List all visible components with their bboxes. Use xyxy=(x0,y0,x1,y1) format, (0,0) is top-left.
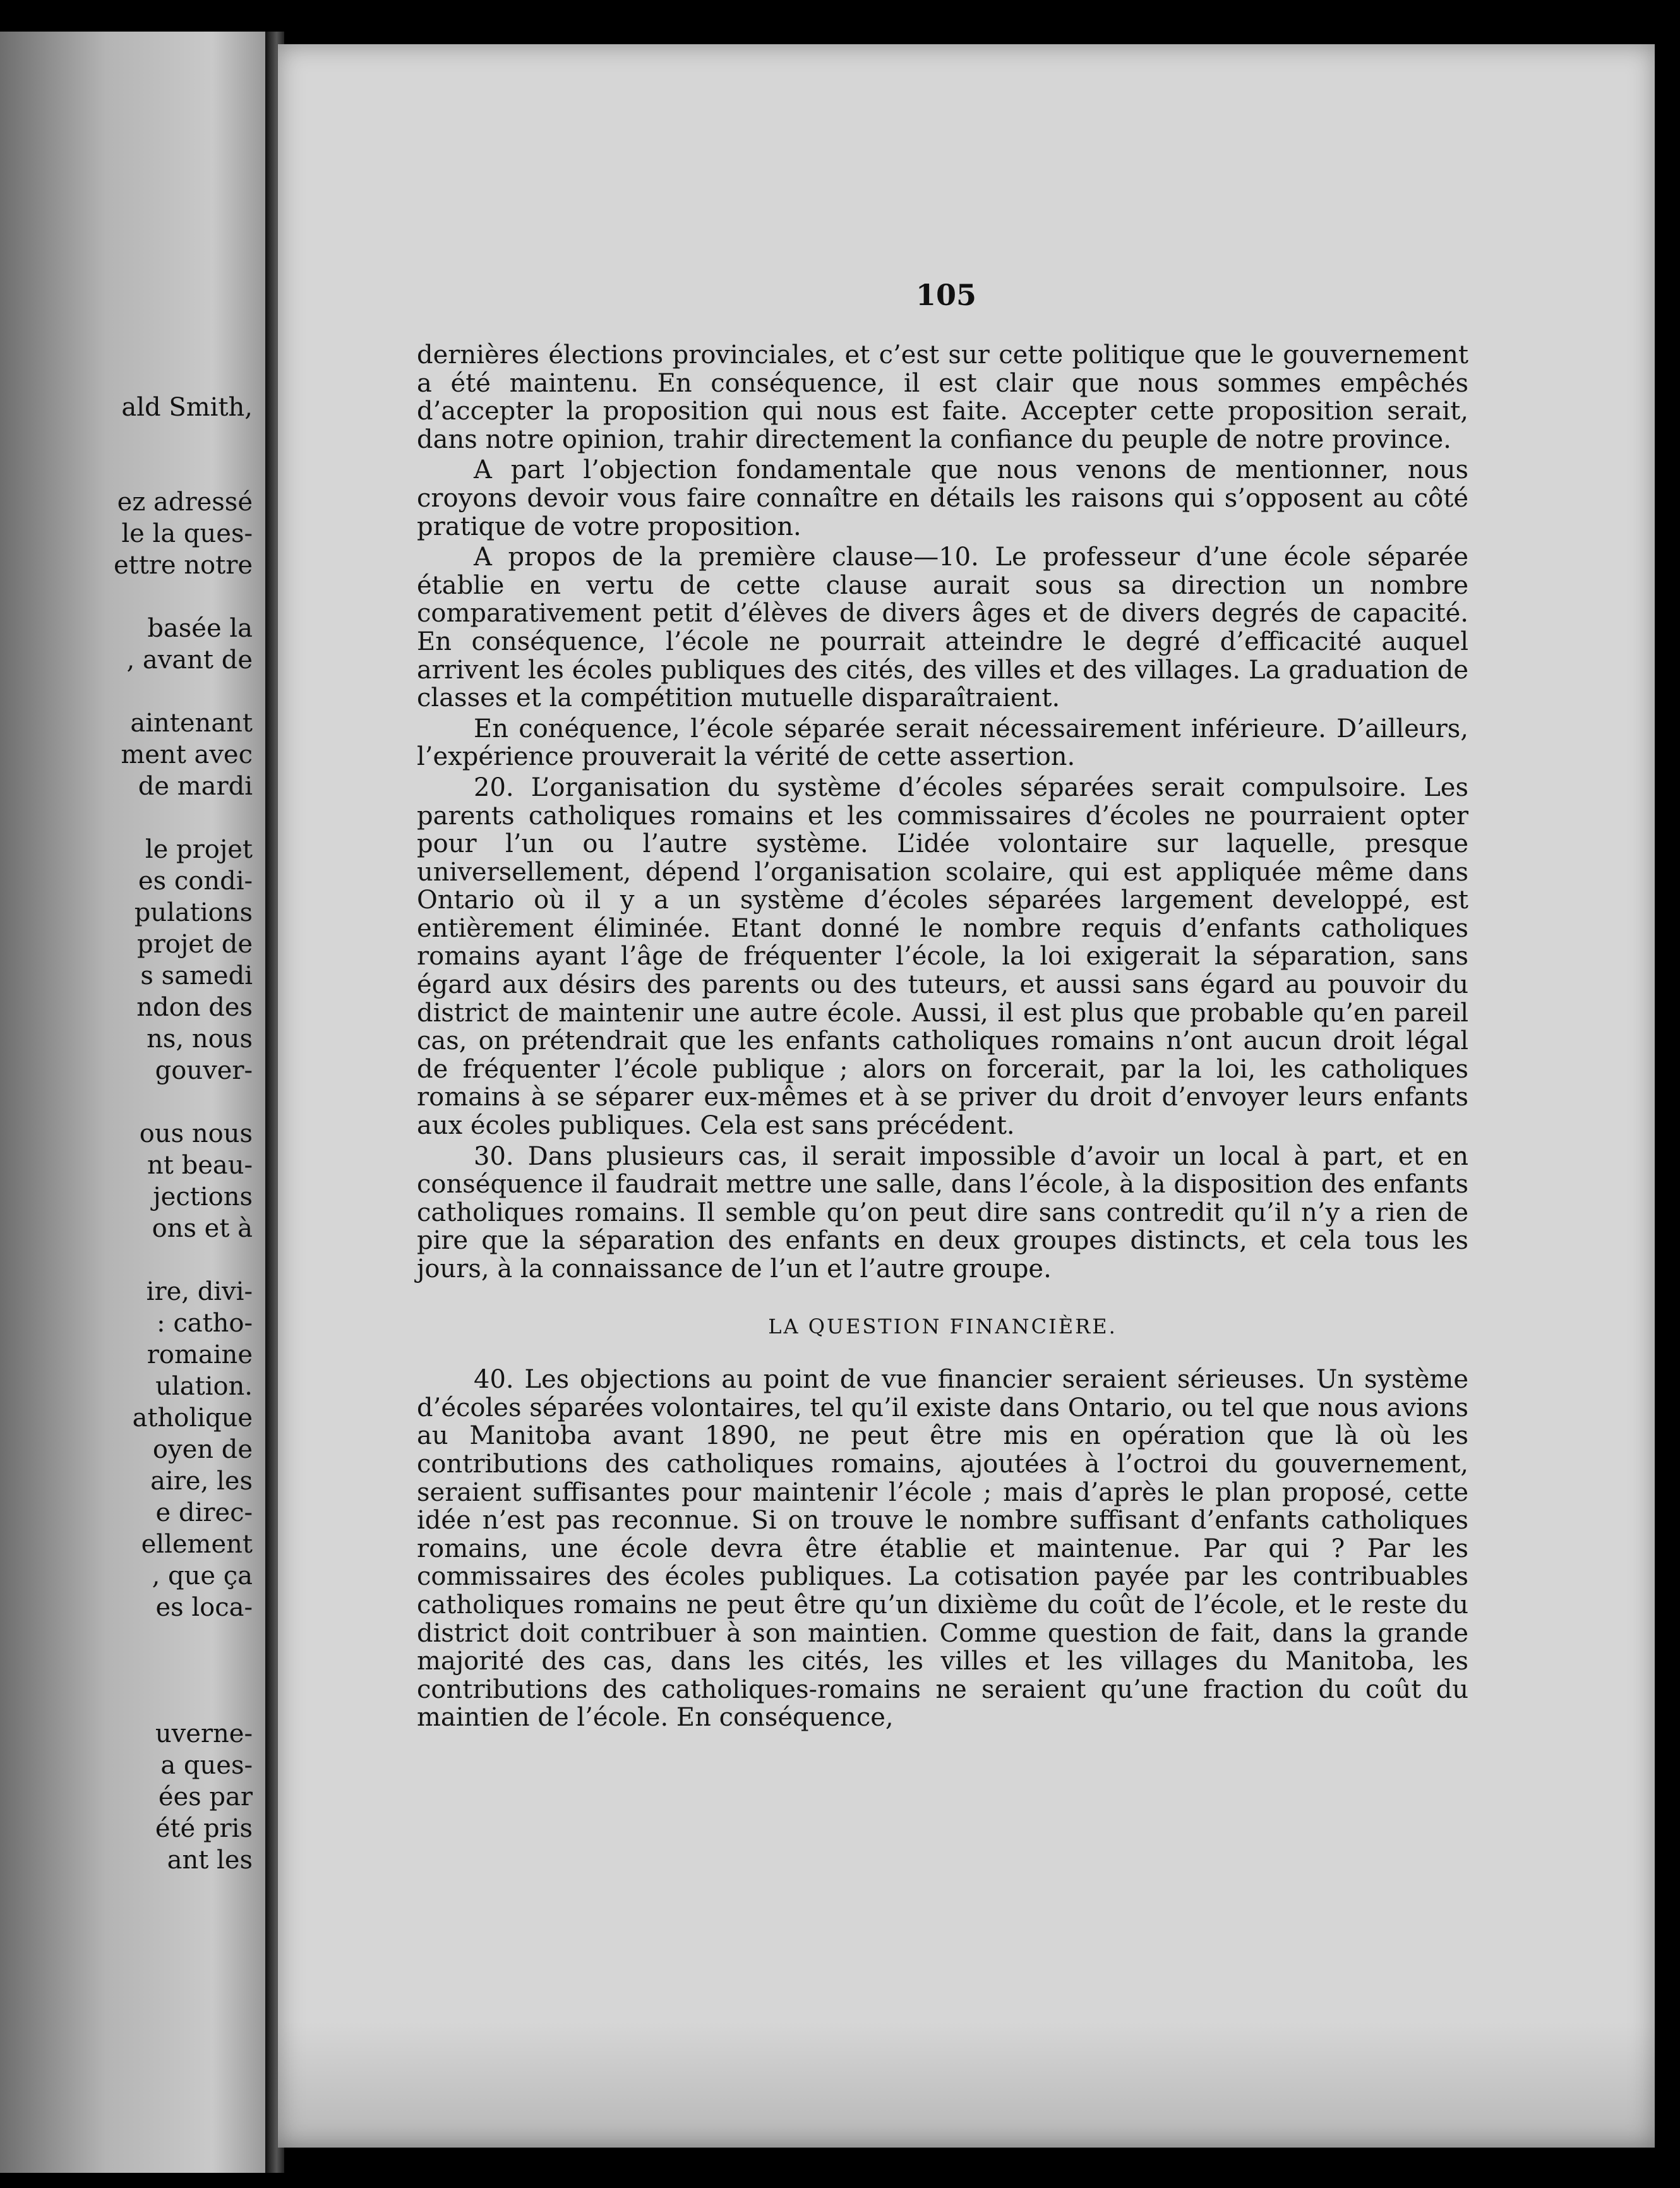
paragraph: A part l’objection fondamentale que nous venons de mentionner, nous croyons devoir vous faire connaître en détails les raisons qui s’opposent au côté pratique de votre proposition. xyxy=(417,455,1468,541)
previous-page-line: gouver- xyxy=(155,1056,253,1085)
page-shadow xyxy=(278,2021,1655,2148)
paragraph: dernières élections provinciales, et c’est sur cette politique que le gouvernement a été maintenu. En conséquence, il est clair que nous sommes empêchés d’accepter la proposition qui nous est faite. Accepter cette proposition serait, dans notre opinion, trahir directement la confiance du peuple de notre province. xyxy=(417,340,1468,454)
previous-page-line xyxy=(0,581,253,613)
previous-page-line xyxy=(0,1086,253,1118)
previous-page-line: uverne- xyxy=(155,1719,253,1748)
previous-page-line: s samedi xyxy=(140,961,253,990)
previous-page-line: ant les xyxy=(167,1846,253,1875)
previous-page-line: ment avec xyxy=(121,740,253,769)
previous-page-line: aire, les xyxy=(150,1467,253,1496)
previous-page-line: es loca- xyxy=(155,1593,253,1622)
previous-page-line xyxy=(0,676,253,707)
previous-page-line: jections xyxy=(153,1182,253,1211)
previous-page-line xyxy=(0,802,253,834)
paragraph: En conéquence, l’école séparée serait nécessairement inférieure. D’ailleurs, l’expérience prouverait la vérité de cette assertion. xyxy=(417,714,1468,772)
previous-page-line: ns, nous xyxy=(147,1025,253,1054)
previous-page-line: ndon des xyxy=(136,993,253,1022)
section-heading: LA QUESTION FINANCIÈRE. xyxy=(768,1314,1117,1338)
previous-page-line: romaine xyxy=(147,1340,253,1369)
previous-page-line: ous nous xyxy=(139,1119,253,1148)
previous-page-line: de mardi xyxy=(138,772,253,801)
previous-page-line: été pris xyxy=(155,1814,253,1843)
previous-page-line: ire, divi- xyxy=(146,1277,253,1306)
previous-page-line: ellement xyxy=(141,1530,253,1559)
previous-page-line: le projet xyxy=(145,835,253,864)
previous-page-line: : catho- xyxy=(157,1309,253,1338)
previous-page-line xyxy=(0,1623,253,1655)
page-number: 105 xyxy=(916,278,977,312)
previous-page-line: ez adressé xyxy=(117,488,253,517)
previous-page-line xyxy=(0,1686,253,1718)
previous-page-line: ald Smith, xyxy=(121,393,253,422)
previous-page-line: es condi- xyxy=(138,867,253,896)
previous-page-text xyxy=(0,392,253,1876)
previous-page-line: projet de xyxy=(137,930,253,959)
page-body xyxy=(417,341,1468,1734)
previous-page-line: le la ques- xyxy=(121,519,253,548)
previous-page-line: ulation. xyxy=(155,1372,253,1401)
paragraph: 20. L’organisation du système d’écoles séparées serait compulsoire. Les parents catholiques romains et les commissaires d’écoles ne pourraient opter pour l’un ou l’autre système. L’idée volontaire sur laquelle, presque universellement, dépend l’organisation scolaire, qui est appliquée même dans Ontario où il y a un système d’écoles séparées largement developpé, est entièrement éliminée. Etant donné le nombre requis d’enfants catholiques romains ayant l’âge de fréquenter l’école, la loi exigerait la séparation, sans égard aux désirs des parents ou des tuteurs, et aussi sans égard au pouvoir du district de maintenir une autre école. Aussi, il est plus que probable qu’en pareil cas, on prétendrait que les enfants catholiques romains n’ont aucun droit légal de fréquenter l’école publique ; alors on forcerait, par la loi, les catholiques romains à se séparer eux-mêmes et à se priver du droit d’envoyer leurs enfants aux écoles publiques. Cela est sans précédent. xyxy=(417,772,1468,1141)
previous-page-line xyxy=(0,455,253,486)
previous-page-line: ettre notre xyxy=(113,551,253,580)
previous-page-line xyxy=(0,423,253,455)
paragraph: 40. Les objections au point de vue financier seraient sérieuses. Un système d’écoles séparées volontaires, tel qu’il existe dans Ontario, ou tel que nous avions au Manitoba avant 1890, ne peut être mis en opération que là où les contributions des catholiques romains, ajoutées à l’octroi du gouvernement, seraient suffisantes pour maintenir l’école ; mais d’après le plan proposé, cette idée n’est pas reconnue. Si on trouve le nombre suffisant d’enfants catholiques romains, une école devra être établie et maintenue. Par qui ? Par les commissaires des écoles publiques. La cotisation payée par les contribuables catholiques romains ne peut être qu’un dixième du coût de l’école, et le reste du district doit contribuer à son maintien. Comme question de fait, dans la grande majorité des cas, dans les cités, les villes et les villages du Manitoba, les contributions des catholiques-romains ne seraient qu’une fraction du coût du maintien de l’école. En conséquence, xyxy=(417,1365,1468,1733)
previous-page-line xyxy=(0,1244,253,1276)
previous-page-line: atholique xyxy=(132,1404,253,1433)
previous-page-line: , avant de xyxy=(126,646,253,675)
previous-page-line: pulations xyxy=(134,898,253,927)
paragraph: 30. Dans plusieurs cas, il serait impossible d’avoir un local à part, et en conséquence il faudrait mettre une salle, dans l’école, à la disposition des enfants catholiques romains. Il semble qu’on peut dire sans contredit qu’il n’y a rien de pire que la séparation des enfants en deux groupes distincts, et cela tous les jours, à la connaissance de l’un et l’autre groupe. xyxy=(417,1141,1468,1283)
previous-page-line: oyen de xyxy=(152,1435,253,1464)
previous-page-line xyxy=(0,1655,253,1686)
previous-page-line: aintenant xyxy=(130,709,253,738)
previous-page-line: e direc- xyxy=(155,1498,253,1527)
paragraph: A propos de la première clause—10. Le professeur d’une école séparée établie en vertu de cette clause aurait sous sa direction un nombre comparativement petit d’élèves de divers âges et de divers degrés de capacité. En conséquence, l’école ne pourrait atteindre le degré d’efficacité auquel arrivent les écoles publiques des cités, des villes et des villages. La graduation de classes et la compétition mutuelle disparaîtraient. xyxy=(417,543,1468,713)
previous-page-edge xyxy=(0,32,265,2173)
previous-page-line: basée la xyxy=(147,614,253,643)
previous-page-line: a ques- xyxy=(160,1751,253,1780)
previous-page-line: ées par xyxy=(158,1782,253,1812)
previous-page-line: , que ça xyxy=(152,1561,253,1590)
previous-page-line: nt beau- xyxy=(147,1151,253,1180)
previous-page-line: ons et à xyxy=(152,1214,253,1243)
